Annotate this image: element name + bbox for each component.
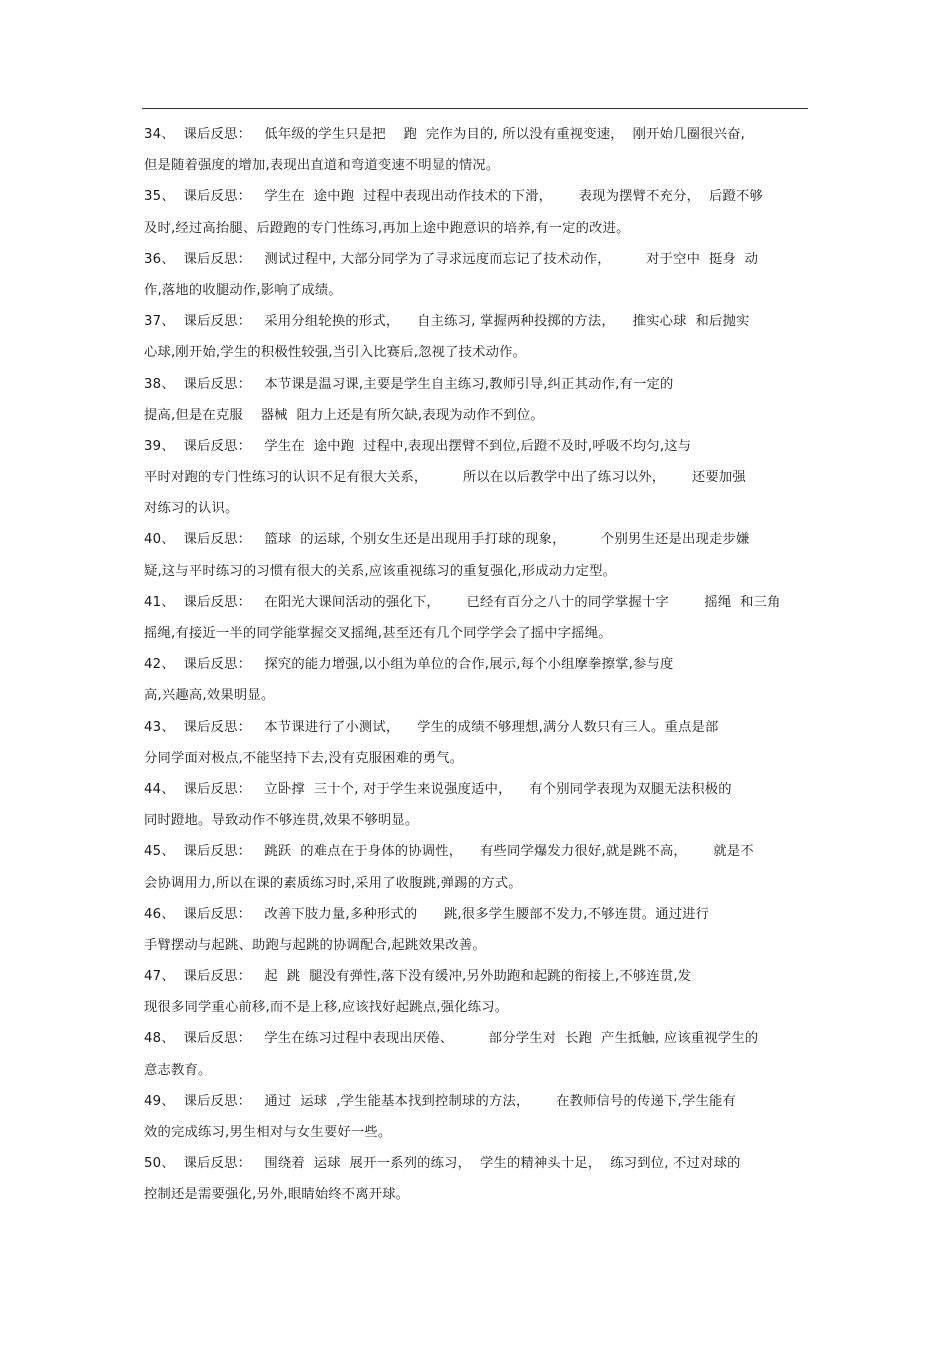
reflection-text-line: 控制还是需要强化,另外,眼睛始终不离开球。 xyxy=(144,1187,410,1203)
reflection-text-line: 心球,刚开始,学生的积极性较强,当引入比赛后,忽视了技术动作。 xyxy=(144,345,527,361)
reflection-entry xyxy=(144,119,804,181)
reflection-text-line: 对练习的认识。 xyxy=(144,501,239,517)
reflection-entry xyxy=(144,587,804,649)
reflection-text-line: 高,兴趣高,效果明显。 xyxy=(144,688,275,704)
reflection-entry xyxy=(144,431,804,525)
reflection-text-line: 47、 课后反思： 起 跳 腿没有弹性,落下没有缓冲,另外助跑和起跳的衔接上,不够连贯,发 xyxy=(144,969,692,985)
header-rule xyxy=(142,108,808,109)
reflection-entry xyxy=(144,774,804,836)
reflection-text-line: 疑,这与平时练习的习惯有很大的关系,应该重视练习的重复强化,形成动力定型。 xyxy=(144,563,617,579)
reflection-entry xyxy=(144,1023,804,1085)
reflection-entry xyxy=(144,1148,804,1210)
reflection-text-line: 39、 课后反思： 学生在 途中跑 过程中,表现出摆臂不到位,后蹬不及时,呼吸不均匀,这与 xyxy=(144,438,692,454)
reflection-text-line: 同时蹬地。导致动作不够连贯,效果不够明显。 xyxy=(144,813,419,829)
reflection-text-line: 42、 课后反思： 探究的能力增强,以小组为单位的合作,展示,每个小组摩拳擦掌,参与度 xyxy=(144,657,674,673)
reflection-text-line: 44、 课后反思： 立卧撑 三十个, 对于学生来说强度适中， 有个别同学表现为双腿无法积极的 xyxy=(144,781,732,797)
reflection-text-line: 及时,经过高抬腿、后蹬跑的专门性练习,再加上途中跑意识的培养,有一定的改进。 xyxy=(144,220,630,236)
reflection-text-line: 意志教育。 xyxy=(144,1062,212,1078)
reflection-text-line: 35、 课后反思： 学生在 途中跑 过程中表现出动作技术的下滑， 表现为摆臂不充分， 后蹬不够 xyxy=(144,189,763,205)
reflection-text-line: 提高,但是在克服 器械 阻力上还是有所欠缺,表现为动作不到位。 xyxy=(144,407,544,423)
reflection-entry xyxy=(144,244,804,306)
reflection-text-line: 49、 课后反思： 通过 运球 ,学生能基本找到控制球的方法， 在教师信号的传递下,学生能有 xyxy=(144,1093,736,1109)
reflection-text-line: 平时对跑的专门性练习的认识不足有很大关系， 所以在以后教学中出了练习以外， 还要加强 xyxy=(144,470,746,486)
reflection-text-line: 现很多同学重心前移,而不是上移,应该找好起跳点,强化练习。 xyxy=(144,1000,509,1016)
reflection-text-line: 37、 课后反思： 采用分组轮换的形式， 自主练习, 掌握两种投掷的方法， 推实心球 和后抛实 xyxy=(144,314,750,330)
reflection-text-line: 34、 课后反思： 低年级的学生只是把 跑 完作为目的, 所以没有重视变速， 刚开始几圈很兴奋, xyxy=(144,127,746,142)
reflection-text-line: 46、 课后反思： 改善下肢力量,多种形式的 跳,很多学生腰部不发力,不够连贯。通过进行 xyxy=(144,906,710,922)
reflection-entry xyxy=(144,306,804,368)
reflection-entry xyxy=(144,369,804,431)
reflection-text-line: 41、 课后反思： 在阳光大课间活动的强化下， 已经有百分之八十的同学掌握十字 摇绳 和三角 xyxy=(144,594,781,610)
reflection-text-line: 但是随着强度的增加,表现出直道和弯道变速不明显的情况。 xyxy=(144,158,500,174)
reflection-entry xyxy=(144,649,804,711)
reflection-text-line: 50、 课后反思： 围绕着 运球 展开一系列的练习， 学生的精神头十足， 练习到位, 不过对球的 xyxy=(144,1156,741,1172)
reflection-entry xyxy=(144,961,804,1023)
reflection-entry xyxy=(144,712,804,774)
reflection-text-line: 36、 课后反思： 测试过程中, 大部分同学为了寻求远度而忘记了技术动作， 对于空中 挺身 动 xyxy=(144,251,759,267)
reflection-entry xyxy=(144,836,804,898)
reflection-text-line: 效的完成练习,男生相对与女生要好一些。 xyxy=(144,1125,392,1140)
reflection-text-line: 45、 课后反思： 跳跃 的难点在于身体的协调性， 有些同学爆发力很好,就是跳不高， 就是不 xyxy=(144,844,754,860)
reflection-list xyxy=(144,119,804,1211)
reflection-text-line: 48、 课后反思： 学生在练习过程中表现出厌倦、 部分学生对 长跑 产生抵触, 应该重视学生的 xyxy=(144,1031,759,1047)
reflection-text-line: 作,落地的收腿动作,影响了成绩。 xyxy=(144,282,342,298)
reflection-text-line: 会协调用力,所以在课的素质练习时,采用了收腹跳,弹踢的方式。 xyxy=(144,875,522,891)
reflection-text-line: 摇绳,有接近一半的同学能掌握交叉摇绳,甚至还有几个同学学会了摇中字摇绳。 xyxy=(144,626,612,641)
reflection-text-line: 40、 课后反思： 篮球 的运球, 个别女生还是出现用手打球的现象， 个别男生还是出现走步嫌 xyxy=(144,532,750,548)
reflection-entry xyxy=(144,1086,804,1148)
reflection-text-line: 43、 课后反思： 本节课进行了小测试， 学生的成绩不够理想,满分人数只有三人。重点是部 xyxy=(144,719,719,735)
reflection-entry xyxy=(144,181,804,243)
reflection-text-line: 38、 课后反思： 本节课是温习课,主要是学生自主练习,教师引导,纠正其动作,有一定的 xyxy=(144,376,674,392)
reflection-text-line: 分同学面对极点,不能坚持下去,没有克服困难的勇气。 xyxy=(144,750,464,766)
reflection-text-line: 手臂摆动与起跳、助跑与起跳的协调配合,起跳效果改善。 xyxy=(144,937,486,953)
reflection-entry xyxy=(144,899,804,961)
reflection-entry xyxy=(144,524,804,586)
